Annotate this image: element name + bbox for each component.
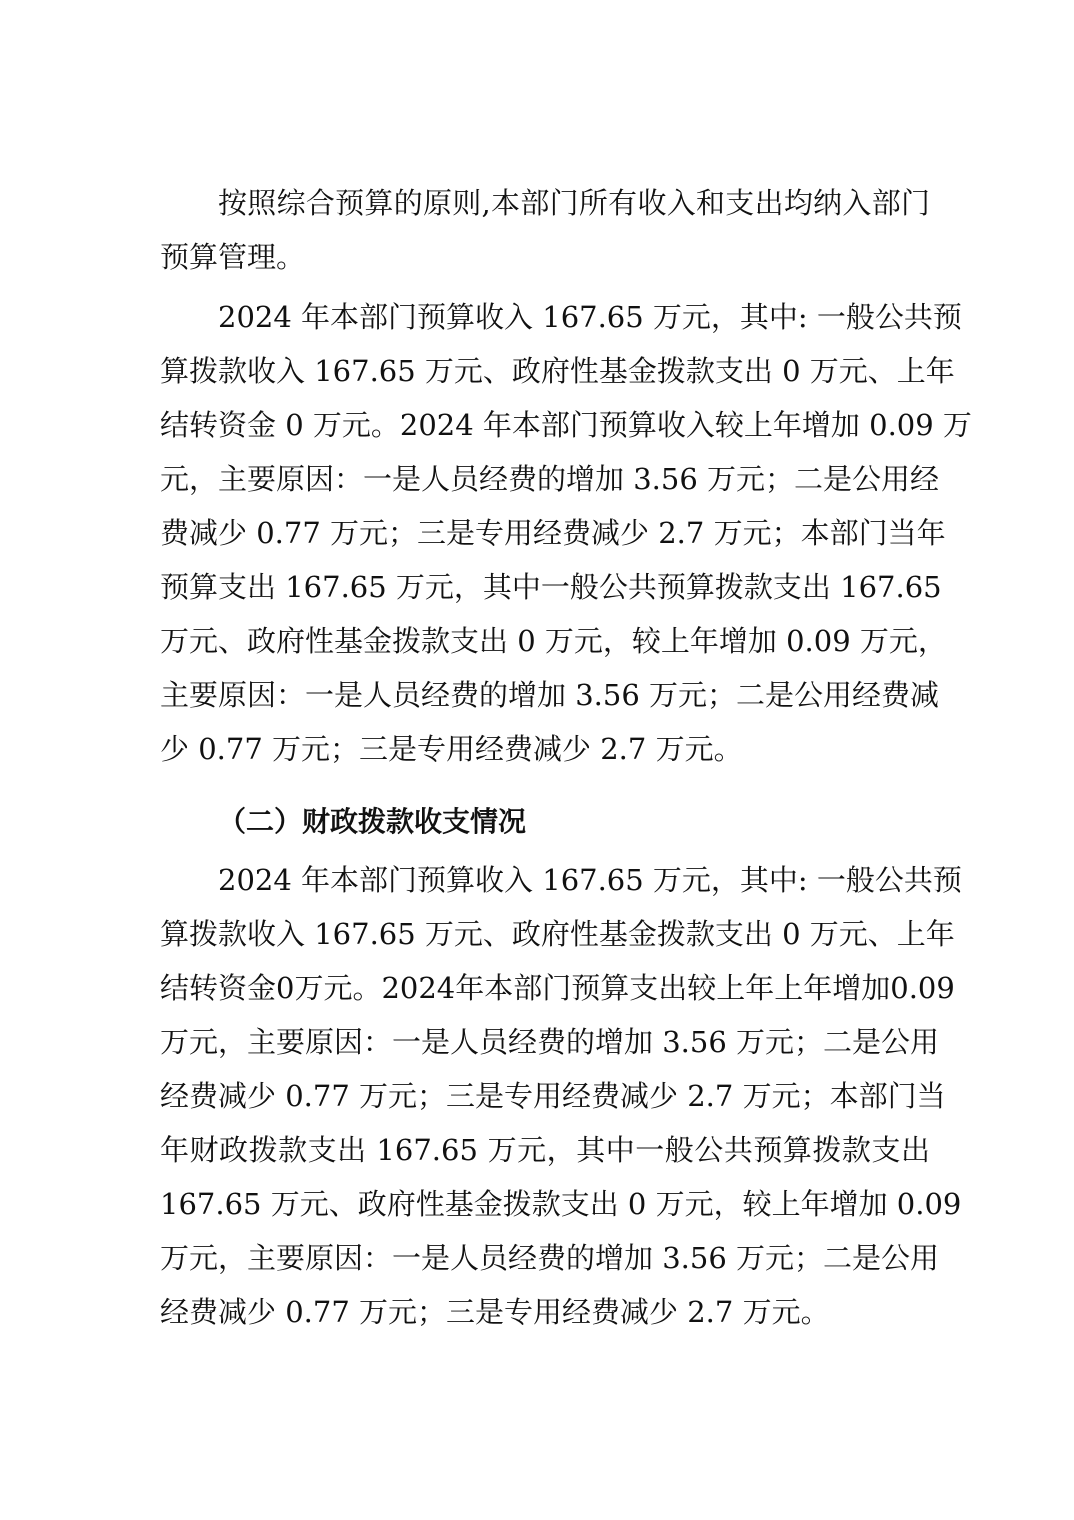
paragraph-line: 元，主要原因：一是人员经费的增加 3.56 万元；二是公用经 xyxy=(160,462,940,496)
paragraph-line: 预算支出 167.65 万元，其中一般公共预算拨款支出 167.65 xyxy=(160,570,942,604)
paragraph-line: 主要原因：一是人员经费的增加 3.56 万元；二是公用经费减 xyxy=(160,678,940,712)
paragraph-line: 按照综合预算的原则,本部门所有收入和支出均纳入部门 xyxy=(218,186,930,220)
paragraph-line: 算拨款收入 167.65 万元、政府性基金拨款支出 0 万元、上年 xyxy=(160,917,955,951)
paragraph-budget-income xyxy=(160,290,972,776)
paragraph-line: 2024 年本部门预算收入 167.65 万元，其中: 一般公共预 xyxy=(218,300,962,334)
section-heading: （二）财政拨款收支情况 xyxy=(218,805,527,838)
paragraph-line: 万元，主要原因：一是人员经费的增加 3.56 万元；二是公用 xyxy=(160,1241,940,1275)
paragraph-fiscal-appropriation xyxy=(160,853,962,1339)
paragraph-line: 算拨款收入 167.65 万元、政府性基金拨款支出 0 万元、上年 xyxy=(160,354,955,388)
paragraph-line: 经费减少 0.77 万元；三是专用经费减少 2.7 万元。 xyxy=(160,1295,830,1329)
paragraph-line: 万元、政府性基金拨款支出 0 万元，较上年增加 0.09 万元， xyxy=(160,624,947,658)
paragraph-line: 2024 年本部门预算收入 167.65 万元，其中: 一般公共预 xyxy=(218,863,962,897)
paragraph-line: 费减少 0.77 万元；三是专用经费减少 2.7 万元；本部门当年 xyxy=(160,516,946,550)
paragraph-line: 结转资金0万元。2024年本部门预算支出较上年上年增加0.09 xyxy=(160,971,955,1005)
paragraph-line: 年财政拨款支出 167.65 万元，其中一般公共预算拨款支出 xyxy=(160,1133,930,1167)
paragraph-line: 167.65 万元、政府性基金拨款支出 0 万元，较上年增加 0.09 xyxy=(160,1187,962,1221)
paragraph-line: 预算管理。 xyxy=(160,240,306,274)
paragraph-budget-principle xyxy=(160,176,930,284)
paragraph-line: 少 0.77 万元；三是专用经费减少 2.7 万元。 xyxy=(160,732,743,766)
paragraph-line: 结转资金 0 万元。2024 年本部门预算收入较上年增加 0.09 万 xyxy=(160,408,972,442)
paragraph-line: 经费减少 0.77 万元；三是专用经费减少 2.7 万元；本部门当 xyxy=(160,1079,946,1113)
paragraph-line: 万元，主要原因：一是人员经费的增加 3.56 万元；二是公用 xyxy=(160,1025,940,1059)
